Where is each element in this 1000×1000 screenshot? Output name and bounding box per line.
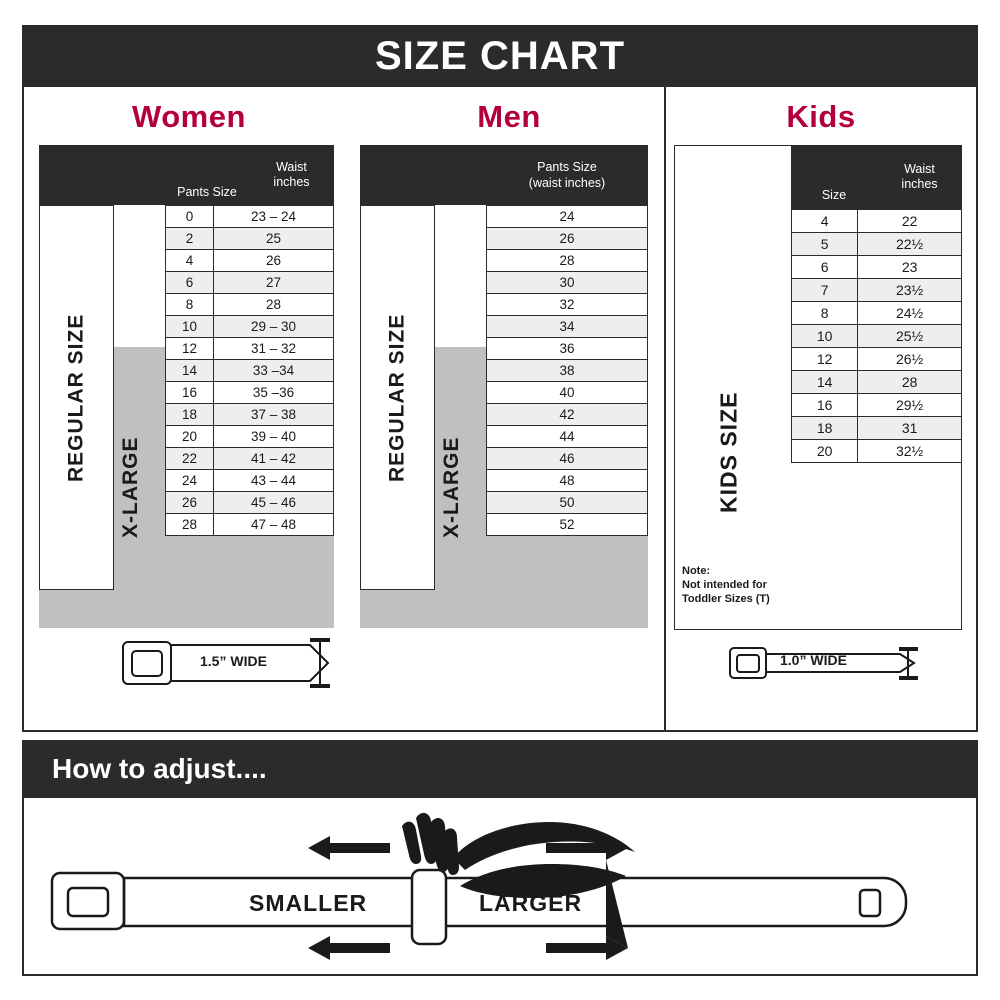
- kids-col-header-waist: [877, 145, 962, 209]
- kids-note-line3: Toddler Sizes (T): [682, 592, 770, 605]
- page-title-bar: [22, 25, 978, 87]
- men-size-cell: 26: [487, 228, 648, 250]
- kids-waist-cell: 22½: [858, 233, 962, 256]
- table-row: [166, 492, 334, 514]
- kids-waist-cell: 23: [858, 256, 962, 279]
- women-size-cell: 10: [166, 316, 214, 338]
- women-waist-cell: 31 – 32: [214, 338, 334, 360]
- men-size-cell: 44: [487, 426, 648, 448]
- women-xlarge-label: X-LARGE: [119, 436, 142, 539]
- kids-size-cell: 5: [792, 233, 858, 256]
- size-tables-panel: [22, 87, 978, 732]
- men-size-cell: 30: [487, 272, 648, 294]
- table-row: [792, 394, 962, 417]
- women-size-cell: 12: [166, 338, 214, 360]
- table-row: [792, 371, 962, 394]
- women-heading: Women: [132, 99, 246, 134]
- women-size-cell: 4: [166, 250, 214, 272]
- table-row: [487, 316, 648, 338]
- women-size-cell: 28: [166, 514, 214, 536]
- men-xlarge-label: X-LARGE: [440, 436, 463, 539]
- kids-column: [664, 87, 976, 730]
- kids-size-cell: 10: [792, 325, 858, 348]
- table-row: [166, 404, 334, 426]
- women-col-header-pants-size: Pants Size: [177, 185, 237, 199]
- women-waist-cell: 33 –34: [214, 360, 334, 382]
- women-waist-cell: 37 – 38: [214, 404, 334, 426]
- women-size-cell: 6: [166, 272, 214, 294]
- page-title: SIZE CHART: [375, 33, 625, 78]
- men-size-cell: 28: [487, 250, 648, 272]
- kids-size-cell: 8: [792, 302, 858, 325]
- table-row: [792, 279, 962, 302]
- table-row: [487, 382, 648, 404]
- table-row: [487, 404, 648, 426]
- women-size-cell: 20: [166, 426, 214, 448]
- women-size-cell: 18: [166, 404, 214, 426]
- women-waist-cell: 35 –36: [214, 382, 334, 404]
- table-row: [166, 470, 334, 492]
- men-size-cell: 40: [487, 382, 648, 404]
- kids-waist-cell: 22: [858, 210, 962, 233]
- kids-size-table-wrap: [791, 209, 962, 463]
- table-row: [166, 514, 334, 536]
- kids-size-cell: 4: [792, 210, 858, 233]
- kids-size-cell: 14: [792, 371, 858, 394]
- men-col-header-line2: (waist inches): [528, 176, 606, 190]
- table-row: [166, 448, 334, 470]
- women-waist-cell: 43 – 44: [214, 470, 334, 492]
- women-size-cell: 14: [166, 360, 214, 382]
- women-col-header-waist-line1: Waist: [276, 160, 307, 174]
- table-row: [166, 206, 334, 228]
- kids-waist-cell: 23½: [858, 279, 962, 302]
- table-row: [487, 338, 648, 360]
- women-size-table: [165, 205, 334, 536]
- kids-belt-graphic: [722, 632, 932, 692]
- table-row: [487, 206, 648, 228]
- table-row: [166, 250, 334, 272]
- kids-size-table: [791, 209, 962, 463]
- men-size-cell: 46: [487, 448, 648, 470]
- women-waist-cell: 23 – 24: [214, 206, 334, 228]
- kids-size-cell: 6: [792, 256, 858, 279]
- table-row: [487, 470, 648, 492]
- men-regular-size-label: REGULAR SIZE: [385, 313, 409, 482]
- women-belt-width-label: 1.5” WIDE: [200, 653, 267, 669]
- kids-waist-cell: 28: [858, 371, 962, 394]
- men-size-cell: 52: [487, 514, 648, 536]
- kids-waist-cell: 32½: [858, 440, 962, 463]
- kids-size-cell: 20: [792, 440, 858, 463]
- smaller-label: SMALLER: [249, 890, 368, 916]
- table-row: [792, 348, 962, 371]
- men-size-cell: 36: [487, 338, 648, 360]
- women-size-cell: 26: [166, 492, 214, 514]
- women-waist-cell: 26: [214, 250, 334, 272]
- kids-note-line1: Note:: [682, 565, 711, 577]
- women-size-cell: 2: [166, 228, 214, 250]
- men-size-cell: 48: [487, 470, 648, 492]
- table-row: [166, 294, 334, 316]
- men-size-cell: 24: [487, 206, 648, 228]
- kids-waist-cell: 24½: [858, 302, 962, 325]
- belt-adjust-illustration: [24, 798, 976, 972]
- table-row: [166, 316, 334, 338]
- kids-col-header-waist-line1: Waist: [904, 162, 935, 176]
- table-row: [487, 514, 648, 536]
- kids-waist-cell: 29½: [858, 394, 962, 417]
- women-size-cell: 8: [166, 294, 214, 316]
- kids-col-header-size: Size: [821, 188, 847, 202]
- women-waist-cell: 29 – 30: [214, 316, 334, 338]
- men-size-cell: 38: [487, 360, 648, 382]
- women-size-cell: 22: [166, 448, 214, 470]
- women-belt-graphic: [114, 627, 344, 697]
- women-regular-size-label: REGULAR SIZE: [64, 313, 88, 482]
- table-row: [792, 325, 962, 348]
- kids-heading: Kids: [786, 99, 856, 134]
- table-row: [487, 228, 648, 250]
- table-row: [792, 302, 962, 325]
- table-row: [166, 382, 334, 404]
- women-size-cell: 16: [166, 382, 214, 404]
- table-row: [166, 426, 334, 448]
- women-waist-cell: 47 – 48: [214, 514, 334, 536]
- kids-waist-cell: 31: [858, 417, 962, 440]
- kids-size-cell: 18: [792, 417, 858, 440]
- men-heading: Men: [477, 99, 541, 134]
- table-row: [487, 272, 648, 294]
- women-waist-cell: 27: [214, 272, 334, 294]
- kids-note-line2: Not intended for: [682, 578, 767, 591]
- men-col-header: [486, 145, 648, 205]
- kids-col-header-waist-line2: inches: [901, 177, 938, 191]
- kids-size-cell: 12: [792, 348, 858, 371]
- men-column: [354, 87, 664, 730]
- table-row: [166, 360, 334, 382]
- women-size-table-wrap: [165, 205, 334, 536]
- women-size-cell: 24: [166, 470, 214, 492]
- table-row: [487, 294, 648, 316]
- how-to-adjust-heading: How to adjust....: [52, 753, 267, 784]
- women-col-header-waist-line2: inches: [273, 175, 310, 189]
- table-row: [166, 338, 334, 360]
- table-row: [792, 256, 962, 279]
- kids-waist-cell: 26½: [858, 348, 962, 371]
- table-row: [792, 440, 962, 463]
- men-size-cell: 50: [487, 492, 648, 514]
- women-column: [24, 87, 354, 730]
- men-col-header-line1: Pants Size: [537, 159, 597, 174]
- kids-size-cell: 16: [792, 394, 858, 417]
- table-row: [487, 250, 648, 272]
- kids-size-cell: 7: [792, 279, 858, 302]
- table-row: [166, 228, 334, 250]
- table-row: [792, 417, 962, 440]
- how-to-adjust-bar: [22, 740, 978, 798]
- table-row: [487, 360, 648, 382]
- table-row: [792, 233, 962, 256]
- larger-label: LARGER: [479, 890, 583, 916]
- men-size-cell: 34: [487, 316, 648, 338]
- men-size-cell: 42: [487, 404, 648, 426]
- women-waist-cell: 39 – 40: [214, 426, 334, 448]
- table-row: [487, 426, 648, 448]
- women-waist-cell: 28: [214, 294, 334, 316]
- table-row: [792, 210, 962, 233]
- table-row: [166, 272, 334, 294]
- women-col-header-waist: [249, 145, 334, 205]
- men-size-cell: 32: [487, 294, 648, 316]
- table-row: [487, 448, 648, 470]
- kids-note: [682, 565, 770, 606]
- how-to-adjust-panel: [22, 798, 978, 976]
- table-row: [487, 492, 648, 514]
- women-waist-cell: 25: [214, 228, 334, 250]
- men-size-table: [486, 205, 648, 536]
- women-waist-cell: 45 – 46: [214, 492, 334, 514]
- kids-belt-width-label: 1.0” WIDE: [780, 652, 847, 668]
- women-size-cell: 0: [166, 206, 214, 228]
- kids-size-label: KIDS SIZE: [715, 391, 742, 513]
- men-size-table-wrap: [486, 205, 648, 536]
- women-waist-cell: 41 – 42: [214, 448, 334, 470]
- kids-waist-cell: 25½: [858, 325, 962, 348]
